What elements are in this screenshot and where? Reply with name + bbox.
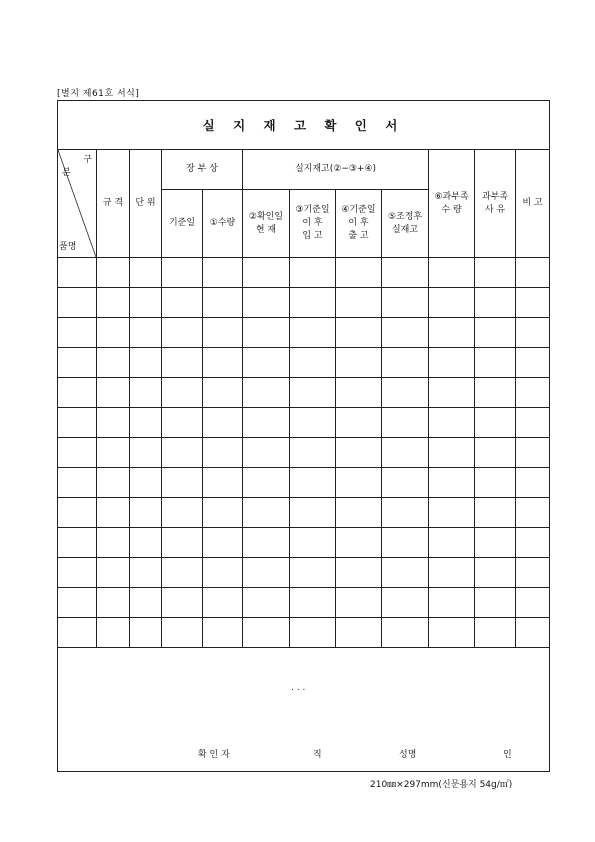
item-name-label: 품명 bbox=[59, 242, 77, 252]
ledger-base-date-header: 기준일 bbox=[162, 190, 203, 258]
table-cell[interactable] bbox=[162, 438, 203, 468]
table-cell[interactable] bbox=[243, 528, 290, 558]
name-label: 성명 bbox=[399, 750, 417, 760]
table-cell[interactable] bbox=[97, 318, 130, 348]
table-cell[interactable] bbox=[58, 318, 97, 348]
table-cell[interactable] bbox=[336, 408, 382, 438]
after-out-line1: ④기준일 bbox=[341, 205, 376, 215]
table-cell[interactable] bbox=[243, 588, 290, 618]
table-cell[interactable] bbox=[429, 528, 475, 558]
table-cell[interactable] bbox=[97, 348, 130, 378]
table-cell[interactable] bbox=[203, 288, 243, 318]
table-cell[interactable] bbox=[130, 408, 162, 438]
table-cell[interactable] bbox=[58, 588, 97, 618]
table-cell[interactable] bbox=[429, 468, 475, 498]
table-cell[interactable] bbox=[382, 408, 429, 438]
table-cell[interactable] bbox=[130, 288, 162, 318]
table-cell[interactable] bbox=[475, 588, 516, 618]
table-cell[interactable] bbox=[97, 288, 130, 318]
position-label: 직 bbox=[313, 750, 322, 760]
form-title: 실 지 재 고 확 인 서 bbox=[58, 101, 549, 150]
confirm-day-header bbox=[243, 190, 290, 258]
table-cell[interactable] bbox=[382, 288, 429, 318]
actual-stock-header: 실지재고(②−③+④) bbox=[243, 150, 429, 190]
table-cell[interactable] bbox=[58, 378, 97, 408]
table-cell[interactable] bbox=[290, 438, 336, 468]
ledger-header: 장 부 상 bbox=[162, 150, 243, 190]
table-cell[interactable] bbox=[58, 288, 97, 318]
table-cell[interactable] bbox=[429, 378, 475, 408]
table-cell[interactable] bbox=[162, 588, 203, 618]
table-cell[interactable] bbox=[516, 378, 550, 408]
table-row bbox=[58, 528, 550, 558]
table-cell[interactable] bbox=[162, 528, 203, 558]
adjusted-line2: 실재고 bbox=[391, 224, 419, 235]
table-cell[interactable] bbox=[58, 258, 97, 288]
excess-reason-line2: 사 유 bbox=[484, 204, 506, 215]
table-cell[interactable] bbox=[290, 528, 336, 558]
remarks-header: 비 고 bbox=[516, 150, 550, 258]
table-cell[interactable] bbox=[336, 468, 382, 498]
table-cell[interactable] bbox=[130, 618, 162, 648]
table-cell[interactable] bbox=[336, 378, 382, 408]
table-row bbox=[58, 588, 550, 618]
table-cell[interactable] bbox=[336, 618, 382, 648]
table-cell[interactable] bbox=[203, 258, 243, 288]
table-cell[interactable] bbox=[130, 378, 162, 408]
table-cell[interactable] bbox=[58, 528, 97, 558]
table-cell[interactable] bbox=[429, 588, 475, 618]
table-cell[interactable] bbox=[429, 558, 475, 588]
table-cell[interactable] bbox=[290, 348, 336, 378]
table-cell[interactable] bbox=[162, 468, 203, 498]
table-cell[interactable] bbox=[516, 588, 550, 618]
table-cell[interactable] bbox=[243, 408, 290, 438]
after-out-line3: 출 고 bbox=[348, 231, 369, 241]
table-cell[interactable] bbox=[475, 498, 516, 528]
after-in-header bbox=[290, 190, 336, 258]
table-cell[interactable] bbox=[475, 318, 516, 348]
table-cell[interactable] bbox=[130, 258, 162, 288]
inventory-table bbox=[57, 149, 550, 648]
table-cell[interactable] bbox=[516, 288, 550, 318]
table-cell[interactable] bbox=[475, 288, 516, 318]
table-cell[interactable] bbox=[203, 498, 243, 528]
table-cell[interactable] bbox=[382, 528, 429, 558]
table-cell[interactable] bbox=[336, 558, 382, 588]
table-cell[interactable] bbox=[475, 408, 516, 438]
table-cell[interactable] bbox=[58, 618, 97, 648]
table-cell[interactable] bbox=[290, 408, 336, 438]
table-cell[interactable] bbox=[203, 618, 243, 648]
excess-reason-header bbox=[475, 150, 516, 258]
table-cell[interactable] bbox=[130, 318, 162, 348]
table-row bbox=[58, 258, 550, 288]
table-cell[interactable] bbox=[382, 378, 429, 408]
table-cell[interactable] bbox=[243, 378, 290, 408]
form-number: [별지 제61호 서식] bbox=[57, 89, 140, 99]
table-cell[interactable] bbox=[336, 288, 382, 318]
table-cell[interactable] bbox=[130, 438, 162, 468]
adjusted-stock-header bbox=[382, 190, 429, 258]
table-cell[interactable] bbox=[290, 498, 336, 528]
after-in-line1: ③기준일 bbox=[295, 205, 330, 215]
table-cell[interactable] bbox=[162, 558, 203, 588]
table-cell[interactable] bbox=[382, 468, 429, 498]
table-cell[interactable] bbox=[516, 408, 550, 438]
table-cell[interactable] bbox=[97, 618, 130, 648]
table-cell[interactable] bbox=[429, 318, 475, 348]
table-cell[interactable] bbox=[382, 618, 429, 648]
table-cell[interactable] bbox=[97, 258, 130, 288]
table-cell[interactable] bbox=[97, 468, 130, 498]
table-cell[interactable] bbox=[336, 438, 382, 468]
table-cell[interactable] bbox=[429, 258, 475, 288]
unit-header: 단 위 bbox=[130, 150, 162, 258]
table-cell[interactable] bbox=[336, 528, 382, 558]
table-cell[interactable] bbox=[336, 588, 382, 618]
table-cell[interactable] bbox=[97, 528, 130, 558]
excess-qty-line1: ⑥과부족 bbox=[434, 191, 469, 202]
table-row bbox=[58, 438, 550, 468]
table-cell[interactable] bbox=[162, 348, 203, 378]
after-in-line2: 이 후 bbox=[302, 218, 323, 228]
table-cell[interactable] bbox=[97, 438, 130, 468]
table-cell[interactable] bbox=[162, 288, 203, 318]
table-cell[interactable] bbox=[429, 408, 475, 438]
excess-reason-line1: 과부족 bbox=[481, 191, 509, 202]
table-cell[interactable] bbox=[475, 258, 516, 288]
table-cell[interactable] bbox=[243, 468, 290, 498]
paper-spec: 210㎜×297mm(신문용지 54g/㎡) bbox=[370, 780, 513, 790]
confirm-day-line1: ②확인일 bbox=[248, 211, 284, 222]
table-cell[interactable] bbox=[382, 318, 429, 348]
table-cell[interactable] bbox=[203, 588, 243, 618]
table-cell[interactable] bbox=[382, 258, 429, 288]
excess-qty-header bbox=[429, 150, 475, 258]
table-cell[interactable] bbox=[290, 288, 336, 318]
excess-qty-line2: 수 량 bbox=[441, 204, 462, 215]
table-row bbox=[58, 318, 550, 348]
table-cell[interactable] bbox=[475, 348, 516, 378]
gubun-label: 구 bbox=[83, 155, 92, 165]
table-cell[interactable] bbox=[429, 618, 475, 648]
table-cell[interactable] bbox=[516, 468, 550, 498]
inventory-confirmation-form bbox=[57, 100, 550, 772]
table-cell[interactable] bbox=[382, 588, 429, 618]
table-cell[interactable] bbox=[516, 318, 550, 348]
table-cell[interactable] bbox=[290, 468, 336, 498]
table-cell[interactable] bbox=[58, 408, 97, 438]
table-cell[interactable] bbox=[162, 498, 203, 528]
table-cell[interactable] bbox=[130, 468, 162, 498]
table-cell[interactable] bbox=[97, 498, 130, 528]
table-cell[interactable] bbox=[382, 498, 429, 528]
table-cell[interactable] bbox=[475, 438, 516, 468]
table-cell[interactable] bbox=[162, 318, 203, 348]
confirmer-label: 확 인 자 bbox=[198, 750, 230, 760]
table-cell[interactable] bbox=[382, 438, 429, 468]
table-cell[interactable] bbox=[162, 258, 203, 288]
table-cell[interactable] bbox=[243, 498, 290, 528]
gubun-item-header bbox=[58, 150, 97, 258]
table-cell[interactable] bbox=[382, 348, 429, 378]
table-cell[interactable] bbox=[243, 558, 290, 588]
table-row bbox=[58, 348, 550, 378]
table-cell[interactable] bbox=[203, 318, 243, 348]
table-row bbox=[58, 468, 550, 498]
table-cell[interactable] bbox=[475, 528, 516, 558]
table-cell[interactable] bbox=[429, 498, 475, 528]
table-cell[interactable] bbox=[162, 378, 203, 408]
table-cell[interactable] bbox=[475, 468, 516, 498]
table-cell[interactable] bbox=[243, 618, 290, 648]
table-cell[interactable] bbox=[130, 348, 162, 378]
table-cell[interactable] bbox=[243, 258, 290, 288]
table-cell[interactable] bbox=[475, 378, 516, 408]
table-cell[interactable] bbox=[203, 558, 243, 588]
table-row bbox=[58, 408, 550, 438]
table-cell[interactable] bbox=[290, 378, 336, 408]
adjusted-line1: ⑤조정후 bbox=[387, 211, 423, 222]
table-cell[interactable] bbox=[290, 588, 336, 618]
table-cell[interactable] bbox=[429, 348, 475, 378]
table-cell[interactable] bbox=[243, 438, 290, 468]
table-cell[interactable] bbox=[203, 468, 243, 498]
table-cell[interactable] bbox=[97, 378, 130, 408]
table-cell[interactable] bbox=[97, 588, 130, 618]
table-cell[interactable] bbox=[162, 618, 203, 648]
ledger-qty-header: ①수량 bbox=[203, 190, 243, 258]
table-cell[interactable] bbox=[58, 558, 97, 588]
table-cell[interactable] bbox=[290, 258, 336, 288]
table-cell[interactable] bbox=[290, 558, 336, 588]
table-cell[interactable] bbox=[97, 408, 130, 438]
table-row bbox=[58, 378, 550, 408]
table-cell[interactable] bbox=[130, 498, 162, 528]
table-cell[interactable] bbox=[516, 528, 550, 558]
table-cell[interactable] bbox=[516, 438, 550, 468]
table-cell[interactable] bbox=[203, 348, 243, 378]
table-cell[interactable] bbox=[516, 558, 550, 588]
table-cell[interactable] bbox=[336, 258, 382, 288]
table-cell[interactable] bbox=[162, 408, 203, 438]
table-row bbox=[58, 558, 550, 588]
table-row bbox=[58, 288, 550, 318]
table-cell[interactable] bbox=[130, 588, 162, 618]
gubun-label-2: 분 bbox=[62, 168, 71, 178]
table-cell[interactable] bbox=[58, 498, 97, 528]
table-cell[interactable] bbox=[516, 618, 550, 648]
after-out-header bbox=[336, 190, 382, 258]
table-cell[interactable] bbox=[97, 558, 130, 588]
table-cell[interactable] bbox=[290, 618, 336, 648]
table-cell[interactable] bbox=[203, 438, 243, 468]
table-row bbox=[58, 498, 550, 528]
table-cell[interactable] bbox=[475, 558, 516, 588]
spec-header: 규 격 bbox=[97, 150, 130, 258]
table-cell[interactable] bbox=[203, 528, 243, 558]
table-cell[interactable] bbox=[336, 498, 382, 528]
seal-label: 인 bbox=[503, 750, 512, 760]
after-in-line3: 입 고 bbox=[302, 231, 323, 241]
table-row bbox=[58, 618, 550, 648]
table-cell[interactable] bbox=[58, 468, 97, 498]
table-cell[interactable] bbox=[243, 318, 290, 348]
date-dots: . . . bbox=[291, 683, 306, 693]
table-cell[interactable] bbox=[130, 528, 162, 558]
table-cell[interactable] bbox=[429, 438, 475, 468]
table-cell[interactable] bbox=[429, 288, 475, 318]
table-cell[interactable] bbox=[516, 258, 550, 288]
table-cell[interactable] bbox=[336, 348, 382, 378]
confirmation-area bbox=[58, 647, 549, 773]
table-cell[interactable] bbox=[516, 348, 550, 378]
table-cell[interactable] bbox=[58, 438, 97, 468]
table-cell[interactable] bbox=[336, 318, 382, 348]
table-cell[interactable] bbox=[475, 618, 516, 648]
table-cell[interactable] bbox=[203, 378, 243, 408]
after-out-line2: 이 후 bbox=[348, 218, 369, 228]
table-cell[interactable] bbox=[290, 318, 336, 348]
table-cell[interactable] bbox=[382, 558, 429, 588]
table-cell[interactable] bbox=[58, 348, 97, 378]
confirm-day-line2: 현 재 bbox=[255, 224, 277, 235]
table-cell[interactable] bbox=[203, 408, 243, 438]
table-cell[interactable] bbox=[516, 498, 550, 528]
table-cell[interactable] bbox=[243, 348, 290, 378]
table-cell[interactable] bbox=[130, 558, 162, 588]
table-cell[interactable] bbox=[243, 288, 290, 318]
